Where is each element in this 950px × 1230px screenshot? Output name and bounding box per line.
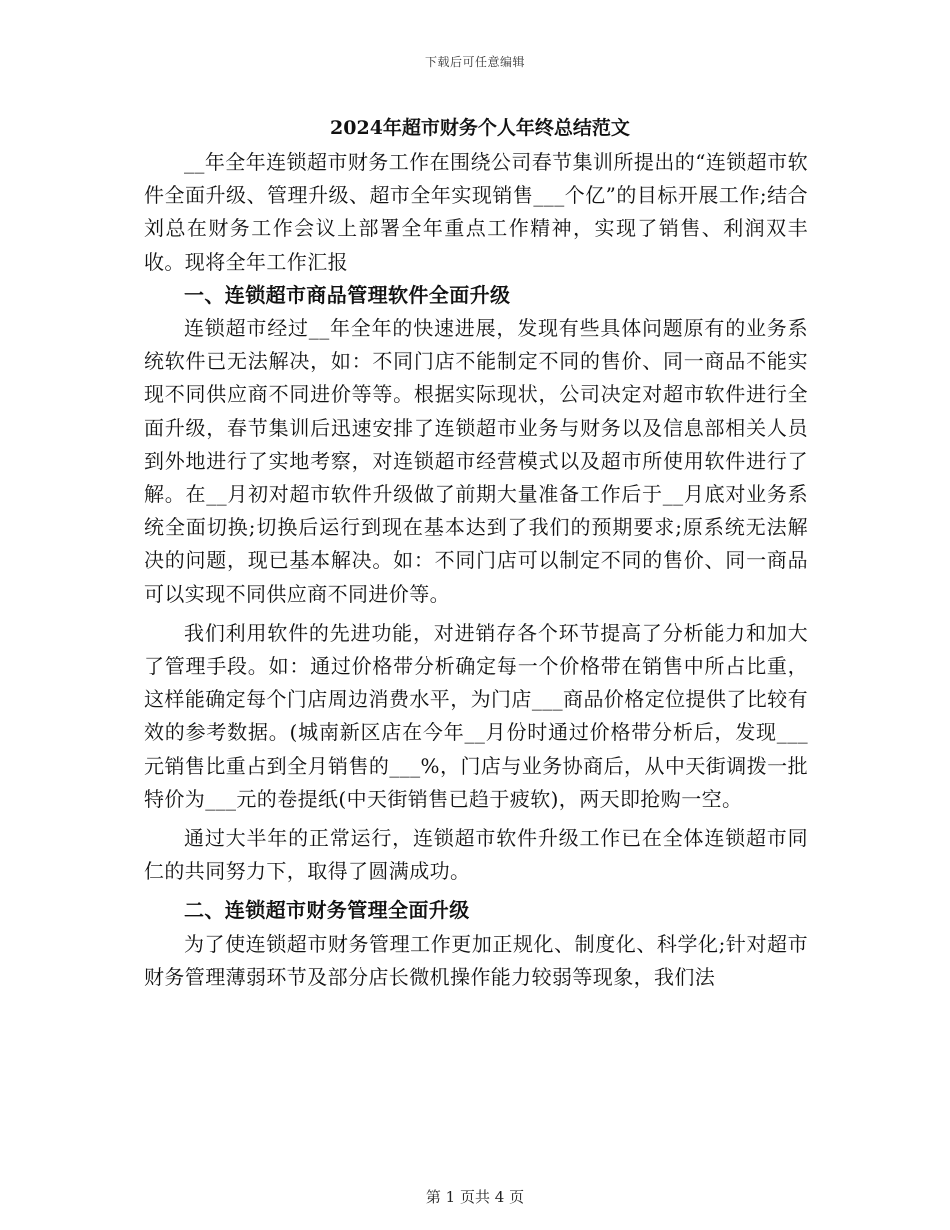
document-title: 2024年超市财务个人年终总结范文 [330, 117, 630, 139]
section-1-paragraph-2: 我们利用软件的先进功能，对进销存各个环节提高了分析能力和加大了管理手段。如：通过价格带分析确定每一个价格带在销售中所占比重，这样能确定每个门店周边消费水平，为门店___商品价格定位提供了比较有效的参考数据。(城南新区店在今年__月份时通过价格带分析后，发现___元销售比重占到全月销售的___%，门店与业务协商后，从中天街调拨一批特价为___元的卷提纸(中天街销售已趋于疲软)，两天即抢购一空。 [144, 620, 808, 811]
section-1-paragraph-3: 通过大半年的正常运行，连锁超市软件升级工作已在全体连锁超市同仁的共同努力下，取得了圆满成功。 [144, 826, 808, 884]
section-1-paragraph-1: 连锁超市经过__年全年的快速进展，发现有些具体问题原有的业务系统软件已无法解决，如：不同门店不能制定不同的售价、同一商品不能实现不同供应商不同进价等等。根据实际现状，公司决定对超市软件进行全面升级，春节集训后迅速安排了连锁超市业务与财务以及信息部相关人员到外地进行了实地考察，对连锁超市经营模式以及超市所使用软件进行了解。在__月初对超市软件升级做了前期大量准备工作后于__月底对业务系统全面切换;切换后运行到现在基本达到了我们的预期要求;原系统无法解决的问题，现已基本解决。如：不同门店可以制定不同的售价、同一商品可以实现不同供应商不同进价等。 [144, 316, 808, 606]
intro-paragraph: __年全年连锁超市财务工作在围绕公司春节集训所提出的“连锁超市软件全面升级、管理升级、超市全年实现销售___个亿”的目标开展工作;结合刘总在财务工作会议上部署全年重点工作精神，实现了销售、利润双丰收。现将全年工作汇报 [144, 150, 808, 274]
section-2-heading: 二、连锁超市财务管理全面升级 [184, 898, 470, 923]
section-1-heading: 一、连锁超市商品管理软件全面升级 [184, 282, 511, 307]
document-body [144, 112, 808, 994]
section-2-paragraph-1: 为了使连锁超市财务管理工作更加正规化、制度化、科学化;针对超市财务管理薄弱环节及部分店长微机操作能力较弱等现象，我们法 [144, 931, 808, 989]
page-header-note: 下载后可任意编辑 [424, 55, 525, 69]
page-number: 第 1 页共 4 页 [425, 1188, 525, 1206]
